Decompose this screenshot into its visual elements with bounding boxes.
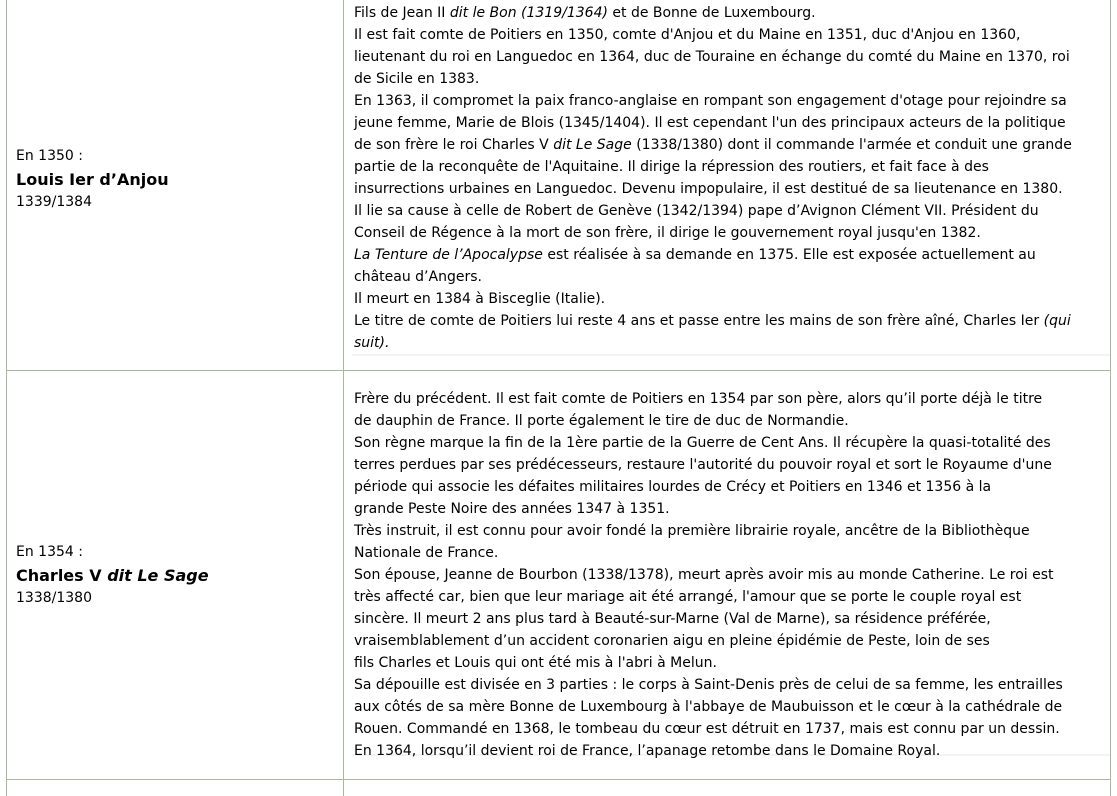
text-line bbox=[354, 68, 1094, 90]
text-line bbox=[354, 476, 1094, 498]
description-cell bbox=[344, 370, 1111, 776]
genealogy-table bbox=[6, 0, 1111, 796]
text-line bbox=[354, 740, 1094, 762]
text-fragment: Il lie sa cause à celle de Robert de Genève (1342/1394) pape d’Avignon Clément VII. Président du bbox=[354, 203, 1039, 219]
table-row bbox=[6, 0, 1111, 370]
text-fragment: Conseil de Régence à la mort de son frère, il dirige le gouvernement royal jusqu'en 1382. bbox=[354, 225, 981, 241]
text-fragment: est réalisée à sa demande en 1375. Elle est exposée actuellement au bbox=[542, 247, 1036, 263]
text-fragment: grande Peste Noire des années 1347 à 1351. bbox=[354, 501, 670, 517]
text-line bbox=[354, 432, 1094, 454]
text-fragment: sincère. Il meurt 2 ans plus tard à Beauté-sur-Marne (Val de Marne), sa résidence préférée, bbox=[354, 611, 991, 627]
text-fragment: Rouen. Commandé en 1368, le tombeau du cœur est détruit en 1737, mais est connu par un dessin. bbox=[354, 721, 1060, 737]
text-line bbox=[354, 46, 1094, 68]
text-line bbox=[354, 310, 1094, 332]
text-line bbox=[354, 696, 1094, 718]
text-line bbox=[354, 222, 1094, 244]
text-fragment: Nationale de France. bbox=[354, 545, 499, 561]
text-line bbox=[354, 498, 1094, 520]
text-fragment: Le titre de comte de Poitiers lui reste 4 ans et passe entre les mains de son frère aîné, Charles Ier bbox=[354, 313, 1044, 329]
text-line bbox=[354, 332, 1094, 354]
table-row-divider bbox=[6, 779, 1111, 780]
text-line bbox=[354, 410, 1094, 432]
text-line bbox=[354, 112, 1094, 134]
text-fragment: Il meurt en 1384 à Bisceglie (Italie). bbox=[354, 291, 606, 307]
table-row bbox=[6, 370, 1111, 776]
text-line bbox=[354, 134, 1094, 156]
text-line bbox=[354, 608, 1094, 630]
description-text bbox=[354, 2, 1094, 354]
description-text bbox=[354, 388, 1094, 762]
text-fragment: partie de la reconquête de l'Aquitaine. Il dirige la répression des routiers, et fait face à des bbox=[354, 159, 989, 175]
text-line bbox=[354, 586, 1094, 608]
italic-fragment: suit). bbox=[354, 335, 390, 351]
italic-fragment: La Tenture de l’Apocalypse bbox=[354, 247, 543, 263]
person-name: Louis Ier d’Anjou bbox=[16, 170, 169, 189]
text-fragment: Frère du précédent. Il est fait comte de Poitiers en 1354 par son père, alors qu’il porte déjà le titre bbox=[354, 391, 1043, 407]
date-label: En 1350 : bbox=[16, 148, 83, 164]
person-name-main: Charles V bbox=[16, 566, 108, 585]
text-line bbox=[354, 2, 1094, 24]
text-fragment: En 1363, il compromet la paix franco-anglaise en rompant son engagement d'otage pour rejoindre sa bbox=[354, 93, 1067, 109]
text-fragment: de dauphin de France. Il porte également le tire de duc de Normandie. bbox=[354, 413, 849, 429]
text-fragment: insurrections urbaines en Languedoc. Devenu impopulaire, il est destitué de sa lieutenance en 1380. bbox=[354, 181, 1063, 197]
text-line bbox=[354, 156, 1094, 178]
text-fragment: vraisemblablement d’un accident coronarien aigu en pleine épidémie de Peste, loin de ses bbox=[354, 633, 990, 649]
text-fragment: Son épouse, Jeanne de Bourbon (1338/1378), meurt après avoir mis au monde Catherine. Le roi est bbox=[354, 567, 1054, 583]
italic-fragment: dit le Bon (1319/1364) bbox=[449, 5, 608, 21]
text-fragment: fils Charles et Louis qui ont été mis à l'abri à Melun. bbox=[354, 655, 717, 671]
text-line bbox=[354, 288, 1094, 310]
text-fragment: Sa dépouille est divisée en 3 parties : le corps à Saint-Denis près de celui de sa femme, les entrailles bbox=[354, 677, 1063, 693]
text-fragment: et de Bonne de Luxembourg. bbox=[607, 5, 816, 21]
text-line bbox=[354, 564, 1094, 586]
text-fragment: de son frère le roi Charles V bbox=[354, 137, 554, 153]
text-line bbox=[354, 630, 1094, 652]
text-fragment: aux côtés de sa mère Bonne de Luxembourg à l'abbaye de Maubuisson et le cœur à la cathédrale de bbox=[354, 699, 1063, 715]
text-line bbox=[354, 266, 1094, 288]
italic-fragment: (qui bbox=[1043, 313, 1071, 329]
text-fragment: Il est fait comte de Poitiers en 1350, comte d'Anjou et du Maine en 1351, duc d'Anjou en 1360, bbox=[354, 27, 1021, 43]
text-fragment: (1338/1380) dont il commande l'armée et conduit une grande bbox=[631, 137, 1072, 153]
text-line bbox=[354, 674, 1094, 696]
text-line bbox=[354, 652, 1094, 674]
text-line bbox=[354, 90, 1094, 112]
description-cell bbox=[344, 0, 1111, 370]
person-years: 1338/1380 bbox=[16, 590, 92, 606]
text-fragment: Très instruit, il est connu pour avoir fondé la première librairie royale, ancêtre de la Bibliothèque bbox=[354, 523, 1030, 539]
text-fragment: Son règne marque la fin de la 1ère partie de la Guerre de Cent Ans. Il récupère la quasi-totalité des bbox=[354, 435, 1051, 451]
text-fragment: terres perdues par ses prédécesseurs, restaure l'autorité du pouvoir royal et sort le Royaume d'une bbox=[354, 457, 1052, 473]
text-fragment: jeune femme, Marie de Blois (1345/1404). Il est cependant l'un des principaux acteurs de la politique bbox=[354, 115, 1066, 131]
person-cell bbox=[6, 0, 343, 370]
person-cell bbox=[6, 370, 343, 776]
cell-shading bbox=[352, 354, 1110, 356]
person-years: 1339/1384 bbox=[16, 194, 92, 210]
text-line bbox=[354, 178, 1094, 200]
text-fragment: lieutenant du roi en Languedoc en 1364, duc de Touraine en échange du comté du Maine en 1370, roi bbox=[354, 49, 1070, 65]
text-line bbox=[354, 520, 1094, 542]
person-name bbox=[16, 564, 209, 587]
text-fragment: En 1364, lorsqu’il devient roi de France, l’apanage retombe dans le Domaine Royal. bbox=[354, 743, 941, 759]
date-label: En 1354 : bbox=[16, 544, 83, 560]
text-fragment: très affecté car, bien que leur mariage ait été arrangé, l'amour que se porte le couple royal est bbox=[354, 589, 1022, 605]
text-line bbox=[354, 542, 1094, 564]
text-line bbox=[354, 200, 1094, 222]
text-fragment: château d’Angers. bbox=[354, 269, 482, 285]
italic-fragment: dit Le Sage bbox=[553, 137, 632, 153]
person-name-epithet: dit Le Sage bbox=[107, 566, 209, 585]
text-line bbox=[354, 454, 1094, 476]
text-fragment: période qui associe les défaites militaires lourdes de Crécy et Poitiers en 1346 et 1356 à la bbox=[354, 479, 992, 495]
text-line bbox=[354, 388, 1094, 410]
text-line bbox=[354, 718, 1094, 740]
text-line bbox=[354, 244, 1094, 266]
text-fragment: Fils de Jean II bbox=[354, 5, 450, 21]
text-fragment: de Sicile en 1383. bbox=[354, 71, 480, 87]
text-line bbox=[354, 24, 1094, 46]
